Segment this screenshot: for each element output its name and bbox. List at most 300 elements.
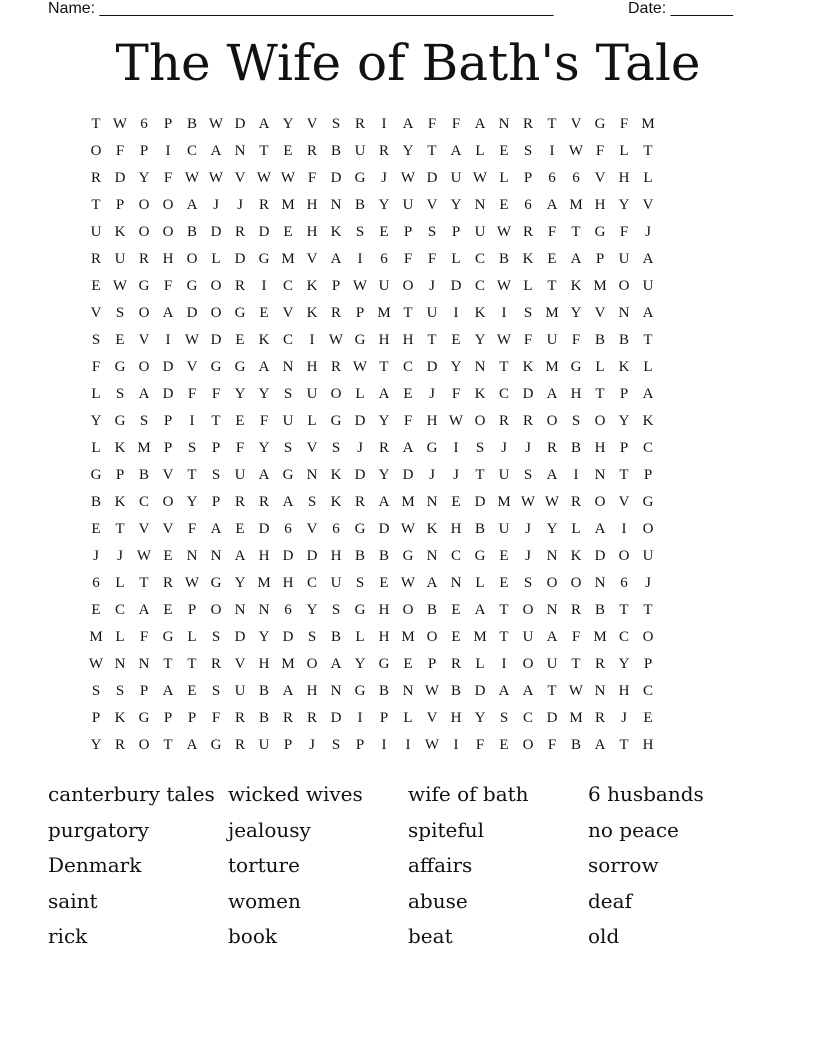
grid-cell[interactable]: E	[187, 683, 197, 699]
grid-cell[interactable]: T	[211, 413, 221, 429]
grid-cell[interactable]: S	[523, 305, 533, 321]
grid-cell[interactable]: G	[594, 116, 606, 132]
grid-cell[interactable]: O	[330, 386, 342, 402]
grid-cell[interactable]: H	[594, 197, 606, 213]
grid-cell[interactable]: L	[355, 386, 365, 402]
grid-cell[interactable]: R	[594, 710, 605, 726]
grid-cell[interactable]: L	[595, 359, 605, 375]
grid-cell[interactable]: N	[402, 683, 414, 699]
grid-cell[interactable]: G	[210, 737, 222, 753]
grid-cell[interactable]: U	[234, 467, 246, 483]
grid-cell[interactable]: N	[450, 575, 462, 591]
grid-cell[interactable]: T	[595, 386, 605, 402]
grid-cell[interactable]: J	[621, 710, 627, 726]
grid-cell[interactable]: P	[619, 440, 629, 456]
grid-cell[interactable]: S	[91, 332, 101, 348]
grid-cell[interactable]: E	[283, 143, 293, 159]
grid-cell[interactable]: L	[115, 575, 125, 591]
grid-cell[interactable]: V	[282, 305, 294, 321]
grid-cell[interactable]: O	[570, 575, 582, 591]
grid-cell[interactable]: 6	[284, 602, 292, 618]
grid-cell[interactable]: M	[641, 116, 655, 132]
grid-cell[interactable]: R	[114, 737, 125, 753]
grid-cell[interactable]: H	[450, 521, 462, 537]
grid-cell[interactable]: K	[522, 251, 534, 267]
grid-cell[interactable]: U	[330, 575, 342, 591]
grid-cell[interactable]: Y	[618, 656, 630, 672]
grid-cell[interactable]: T	[403, 305, 413, 321]
grid-cell[interactable]: O	[642, 521, 654, 537]
grid-cell[interactable]: L	[115, 629, 125, 645]
grid-cell[interactable]: L	[451, 251, 461, 267]
grid-cell[interactable]: E	[499, 143, 509, 159]
grid-cell[interactable]: I	[261, 278, 267, 294]
grid-cell[interactable]: B	[258, 710, 269, 726]
grid-cell[interactable]: V	[306, 440, 318, 456]
grid-cell[interactable]: O	[162, 494, 174, 510]
grid-cell[interactable]: M	[545, 359, 559, 375]
grid-cell[interactable]: H	[378, 332, 390, 348]
grid-cell[interactable]: H	[378, 602, 390, 618]
grid-cell[interactable]: R	[522, 224, 533, 240]
grid-cell[interactable]: G	[402, 548, 414, 564]
grid-cell[interactable]: T	[91, 197, 101, 213]
grid-cell[interactable]: A	[330, 656, 342, 672]
grid-cell[interactable]: O	[618, 548, 630, 564]
grid-cell[interactable]: A	[258, 467, 270, 483]
grid-cell[interactable]: H	[402, 332, 414, 348]
grid-cell[interactable]: N	[594, 467, 606, 483]
grid-cell[interactable]: W	[496, 332, 512, 348]
grid-cell[interactable]: G	[162, 629, 174, 645]
grid-cell[interactable]: K	[306, 305, 318, 321]
grid-cell[interactable]: R	[354, 494, 365, 510]
grid-cell[interactable]: U	[642, 548, 654, 564]
grid-cell[interactable]: Y	[618, 413, 630, 429]
grid-cell[interactable]: R	[570, 602, 581, 618]
grid-cell[interactable]: P	[91, 710, 101, 726]
grid-cell[interactable]: H	[306, 224, 318, 240]
grid-cell[interactable]: S	[331, 440, 341, 456]
grid-cell[interactable]: D	[546, 710, 558, 726]
grid-cell[interactable]: Y	[258, 386, 270, 402]
grid-cell[interactable]: Y	[306, 602, 318, 618]
grid-cell[interactable]: R	[90, 170, 101, 186]
grid-cell[interactable]: S	[355, 575, 365, 591]
grid-cell[interactable]: M	[401, 494, 415, 510]
grid-cell[interactable]: T	[643, 143, 653, 159]
grid-cell[interactable]: E	[379, 224, 389, 240]
grid-cell[interactable]: M	[569, 197, 583, 213]
grid-cell[interactable]: N	[474, 197, 486, 213]
grid-cell[interactable]: R	[546, 440, 557, 456]
grid-cell[interactable]: G	[642, 494, 654, 510]
grid-cell[interactable]: M	[281, 197, 295, 213]
grid-cell[interactable]: L	[211, 251, 221, 267]
grid-cell[interactable]: W	[496, 224, 512, 240]
grid-cell[interactable]: F	[427, 251, 437, 267]
grid-cell[interactable]: D	[234, 251, 246, 267]
grid-cell[interactable]: S	[355, 224, 365, 240]
grid-cell[interactable]: O	[522, 656, 534, 672]
grid-cell[interactable]: U	[354, 143, 366, 159]
grid-cell[interactable]: N	[474, 359, 486, 375]
grid-cell[interactable]: N	[426, 548, 438, 564]
grid-cell[interactable]: F	[547, 224, 557, 240]
grid-cell[interactable]: A	[642, 386, 654, 402]
grid-cell[interactable]: W	[448, 413, 464, 429]
grid-cell[interactable]: W	[184, 575, 200, 591]
grid-cell[interactable]: S	[187, 440, 197, 456]
grid-cell[interactable]: E	[283, 224, 293, 240]
grid-cell[interactable]: H	[378, 629, 390, 645]
grid-cell[interactable]: C	[306, 575, 317, 591]
grid-cell[interactable]: A	[546, 197, 558, 213]
grid-cell[interactable]: M	[545, 305, 559, 321]
grid-cell[interactable]: P	[595, 251, 605, 267]
grid-cell[interactable]: 6	[548, 170, 556, 186]
grid-cell[interactable]: F	[427, 116, 437, 132]
grid-cell[interactable]: P	[643, 656, 653, 672]
grid-cell[interactable]: E	[91, 521, 101, 537]
grid-cell[interactable]: B	[330, 143, 341, 159]
grid-cell[interactable]: K	[426, 521, 438, 537]
grid-cell[interactable]: 6	[332, 521, 340, 537]
grid-cell[interactable]: C	[282, 278, 293, 294]
grid-cell[interactable]: I	[453, 305, 459, 321]
grid-cell[interactable]: G	[426, 440, 438, 456]
grid-cell[interactable]: T	[643, 602, 653, 618]
grid-cell[interactable]: J	[525, 521, 531, 537]
grid-cell[interactable]: H	[570, 386, 582, 402]
grid-cell[interactable]: N	[330, 683, 342, 699]
grid-cell[interactable]: F	[163, 278, 173, 294]
grid-cell[interactable]: G	[210, 575, 222, 591]
grid-cell[interactable]: O	[210, 305, 222, 321]
grid-cell[interactable]: W	[352, 278, 368, 294]
grid-cell[interactable]: P	[379, 710, 389, 726]
grid-cell[interactable]: L	[355, 629, 365, 645]
grid-cell[interactable]: H	[258, 548, 270, 564]
grid-cell[interactable]: A	[594, 521, 606, 537]
grid-cell[interactable]: C	[642, 440, 653, 456]
grid-cell[interactable]: D	[426, 170, 438, 186]
grid-cell[interactable]: Y	[282, 116, 294, 132]
grid-cell[interactable]: O	[426, 629, 438, 645]
grid-cell[interactable]: Y	[138, 170, 150, 186]
grid-cell[interactable]: W	[400, 575, 416, 591]
grid-cell[interactable]: R	[378, 440, 389, 456]
grid-cell[interactable]: O	[522, 737, 534, 753]
grid-cell[interactable]: R	[90, 251, 101, 267]
grid-cell[interactable]: M	[593, 278, 607, 294]
grid-cell[interactable]: W	[208, 170, 224, 186]
grid-cell[interactable]: D	[522, 386, 534, 402]
grid-cell[interactable]: R	[258, 494, 269, 510]
grid-cell[interactable]: L	[643, 170, 653, 186]
grid-cell[interactable]: M	[401, 629, 415, 645]
grid-cell[interactable]: O	[402, 602, 414, 618]
grid-cell[interactable]: F	[595, 143, 605, 159]
grid-cell[interactable]: S	[331, 602, 341, 618]
grid-cell[interactable]: A	[546, 629, 558, 645]
grid-cell[interactable]: P	[523, 170, 533, 186]
grid-cell[interactable]: G	[354, 170, 366, 186]
grid-cell[interactable]: G	[474, 548, 486, 564]
grid-cell[interactable]: J	[429, 278, 435, 294]
grid-cell[interactable]: F	[187, 521, 197, 537]
grid-cell[interactable]: L	[91, 386, 101, 402]
grid-cell[interactable]: C	[450, 548, 461, 564]
grid-cell[interactable]: Y	[474, 710, 486, 726]
grid-cell[interactable]: D	[282, 629, 294, 645]
grid-cell[interactable]: H	[258, 656, 270, 672]
grid-cell[interactable]: B	[498, 251, 509, 267]
grid-cell[interactable]: U	[90, 224, 102, 240]
grid-cell[interactable]: P	[115, 197, 125, 213]
grid-cell[interactable]: P	[211, 440, 221, 456]
grid-cell[interactable]: P	[403, 224, 413, 240]
grid-cell[interactable]: Y	[378, 413, 390, 429]
grid-cell[interactable]: R	[354, 116, 365, 132]
grid-cell[interactable]: I	[381, 116, 387, 132]
grid-cell[interactable]: E	[451, 332, 461, 348]
grid-cell[interactable]: U	[306, 386, 318, 402]
grid-cell[interactable]: P	[355, 305, 365, 321]
grid-cell[interactable]: J	[645, 575, 651, 591]
grid-cell[interactable]: D	[258, 521, 270, 537]
grid-cell[interactable]: R	[234, 278, 245, 294]
grid-cell[interactable]: C	[402, 359, 413, 375]
grid-cell[interactable]: A	[594, 737, 606, 753]
grid-cell[interactable]: S	[91, 683, 101, 699]
grid-cell[interactable]: Y	[90, 413, 102, 429]
grid-cell[interactable]: E	[91, 602, 101, 618]
grid-cell[interactable]: D	[330, 170, 342, 186]
grid-cell[interactable]: L	[91, 440, 101, 456]
grid-cell[interactable]: T	[91, 116, 101, 132]
grid-cell[interactable]: R	[282, 710, 293, 726]
grid-cell[interactable]: J	[237, 197, 243, 213]
grid-cell[interactable]: F	[523, 332, 533, 348]
grid-cell[interactable]: L	[571, 521, 581, 537]
grid-cell[interactable]: P	[187, 710, 197, 726]
grid-cell[interactable]: P	[163, 413, 173, 429]
grid-cell[interactable]: 6	[380, 251, 388, 267]
grid-cell[interactable]: E	[451, 602, 461, 618]
grid-cell[interactable]: D	[234, 629, 246, 645]
grid-cell[interactable]: W	[352, 359, 368, 375]
grid-cell[interactable]: F	[307, 170, 317, 186]
grid-cell[interactable]: I	[165, 332, 171, 348]
grid-cell[interactable]: E	[499, 737, 509, 753]
grid-cell[interactable]: O	[306, 656, 318, 672]
grid-cell[interactable]: D	[426, 359, 438, 375]
grid-cell[interactable]: I	[357, 710, 363, 726]
grid-cell[interactable]: O	[162, 224, 174, 240]
grid-cell[interactable]: A	[282, 494, 294, 510]
grid-cell[interactable]: W	[496, 278, 512, 294]
grid-cell[interactable]: H	[306, 359, 318, 375]
grid-cell[interactable]: V	[306, 116, 318, 132]
grid-cell[interactable]: N	[186, 548, 198, 564]
grid-cell[interactable]: S	[427, 224, 437, 240]
grid-cell[interactable]: E	[235, 521, 245, 537]
grid-cell[interactable]: E	[403, 386, 413, 402]
grid-cell[interactable]: D	[354, 413, 366, 429]
grid-cell[interactable]: V	[306, 521, 318, 537]
grid-cell[interactable]: H	[426, 413, 438, 429]
grid-cell[interactable]: F	[259, 413, 269, 429]
grid-cell[interactable]: T	[643, 332, 653, 348]
grid-cell[interactable]: Y	[450, 359, 462, 375]
grid-cell[interactable]: P	[187, 602, 197, 618]
grid-cell[interactable]: D	[378, 521, 390, 537]
grid-cell[interactable]: D	[210, 224, 222, 240]
grid-cell[interactable]: U	[402, 197, 414, 213]
grid-cell[interactable]: F	[403, 413, 413, 429]
grid-cell[interactable]: S	[523, 467, 533, 483]
grid-cell[interactable]: A	[642, 251, 654, 267]
grid-cell[interactable]: K	[114, 710, 126, 726]
grid-cell[interactable]: W	[568, 683, 584, 699]
grid-cell[interactable]: L	[475, 656, 485, 672]
grid-cell[interactable]: V	[594, 170, 606, 186]
grid-cell[interactable]: C	[186, 143, 197, 159]
grid-cell[interactable]: G	[114, 413, 126, 429]
grid-cell[interactable]: R	[234, 224, 245, 240]
grid-cell[interactable]: P	[163, 440, 173, 456]
grid-cell[interactable]: O	[642, 629, 654, 645]
grid-cell[interactable]: V	[186, 359, 198, 375]
grid-cell[interactable]: W	[280, 170, 296, 186]
grid-cell[interactable]: Y	[186, 494, 198, 510]
grid-cell[interactable]: T	[547, 116, 557, 132]
grid-cell[interactable]: U	[114, 251, 126, 267]
grid-cell[interactable]: A	[138, 386, 150, 402]
grid-cell[interactable]: P	[211, 494, 221, 510]
grid-cell[interactable]: A	[186, 737, 198, 753]
grid-cell[interactable]: L	[307, 413, 317, 429]
grid-cell[interactable]: M	[377, 305, 391, 321]
grid-cell[interactable]: O	[138, 197, 150, 213]
grid-cell[interactable]: U	[378, 278, 390, 294]
grid-cell[interactable]: D	[402, 467, 414, 483]
grid-cell[interactable]: U	[426, 305, 438, 321]
grid-cell[interactable]: J	[525, 440, 531, 456]
name-field[interactable]: Name: ___________________________________________________	[48, 0, 554, 17]
grid-cell[interactable]: A	[474, 116, 486, 132]
grid-cell[interactable]: L	[475, 143, 485, 159]
grid-cell[interactable]: M	[281, 656, 295, 672]
grid-cell[interactable]: N	[138, 656, 150, 672]
grid-cell[interactable]: G	[234, 359, 246, 375]
grid-cell[interactable]: A	[186, 197, 198, 213]
grid-cell[interactable]: E	[547, 251, 557, 267]
grid-cell[interactable]: B	[354, 548, 365, 564]
grid-cell[interactable]: A	[234, 548, 246, 564]
grid-cell[interactable]: D	[210, 332, 222, 348]
grid-cell[interactable]: M	[473, 629, 487, 645]
grid-cell[interactable]: U	[474, 224, 486, 240]
grid-cell[interactable]: K	[330, 494, 342, 510]
grid-cell[interactable]: O	[522, 602, 534, 618]
grid-cell[interactable]: E	[235, 332, 245, 348]
grid-cell[interactable]: U	[546, 332, 558, 348]
grid-cell[interactable]: G	[378, 656, 390, 672]
grid-cell[interactable]: I	[501, 305, 507, 321]
grid-cell[interactable]: W	[400, 521, 416, 537]
grid-cell[interactable]: 6	[284, 521, 292, 537]
grid-cell[interactable]: R	[258, 197, 269, 213]
grid-cell[interactable]: D	[306, 548, 318, 564]
grid-cell[interactable]: T	[187, 467, 197, 483]
grid-cell[interactable]: U	[618, 251, 630, 267]
grid-cell[interactable]: J	[93, 548, 99, 564]
grid-cell[interactable]: O	[186, 251, 198, 267]
grid-cell[interactable]: F	[451, 386, 461, 402]
grid-cell[interactable]: C	[642, 683, 653, 699]
grid-cell[interactable]: D	[258, 224, 270, 240]
grid-cell[interactable]: B	[450, 683, 461, 699]
grid-cell[interactable]: O	[474, 413, 486, 429]
grid-cell[interactable]: A	[546, 386, 558, 402]
grid-cell[interactable]: I	[405, 737, 411, 753]
grid-cell[interactable]: N	[234, 143, 246, 159]
grid-cell[interactable]: Y	[402, 143, 414, 159]
grid-cell[interactable]: R	[378, 143, 389, 159]
grid-cell[interactable]: T	[499, 629, 509, 645]
grid-cell[interactable]: A	[258, 359, 270, 375]
grid-cell[interactable]: D	[450, 278, 462, 294]
grid-cell[interactable]: U	[234, 683, 246, 699]
grid-cell[interactable]: E	[451, 629, 461, 645]
grid-cell[interactable]: W	[400, 170, 416, 186]
grid-cell[interactable]: 6	[92, 575, 100, 591]
grid-cell[interactable]: W	[424, 683, 440, 699]
grid-cell[interactable]: F	[451, 116, 461, 132]
grid-cell[interactable]: E	[403, 656, 413, 672]
grid-cell[interactable]: T	[475, 467, 485, 483]
grid-cell[interactable]: A	[378, 494, 390, 510]
grid-cell[interactable]: N	[546, 602, 558, 618]
grid-cell[interactable]: B	[594, 332, 605, 348]
grid-cell[interactable]: P	[643, 467, 653, 483]
grid-cell[interactable]: G	[114, 359, 126, 375]
grid-cell[interactable]: N	[546, 548, 558, 564]
grid-cell[interactable]: E	[163, 602, 173, 618]
grid-cell[interactable]: N	[306, 467, 318, 483]
grid-cell[interactable]: R	[522, 413, 533, 429]
grid-cell[interactable]: V	[426, 197, 438, 213]
grid-cell[interactable]: C	[474, 278, 485, 294]
grid-cell[interactable]: C	[474, 251, 485, 267]
grid-cell[interactable]: T	[163, 737, 173, 753]
grid-cell[interactable]: T	[115, 521, 125, 537]
grid-cell[interactable]: V	[426, 710, 438, 726]
grid-cell[interactable]: A	[210, 521, 222, 537]
grid-cell[interactable]: F	[139, 629, 149, 645]
grid-cell[interactable]: J	[309, 737, 315, 753]
grid-cell[interactable]: A	[330, 251, 342, 267]
grid-cell[interactable]: A	[162, 305, 174, 321]
grid-cell[interactable]: G	[282, 467, 294, 483]
grid-cell[interactable]: N	[498, 116, 510, 132]
grid-cell[interactable]: I	[453, 737, 459, 753]
grid-cell[interactable]: T	[619, 737, 629, 753]
grid-cell[interactable]: P	[163, 710, 173, 726]
grid-cell[interactable]: N	[426, 494, 438, 510]
